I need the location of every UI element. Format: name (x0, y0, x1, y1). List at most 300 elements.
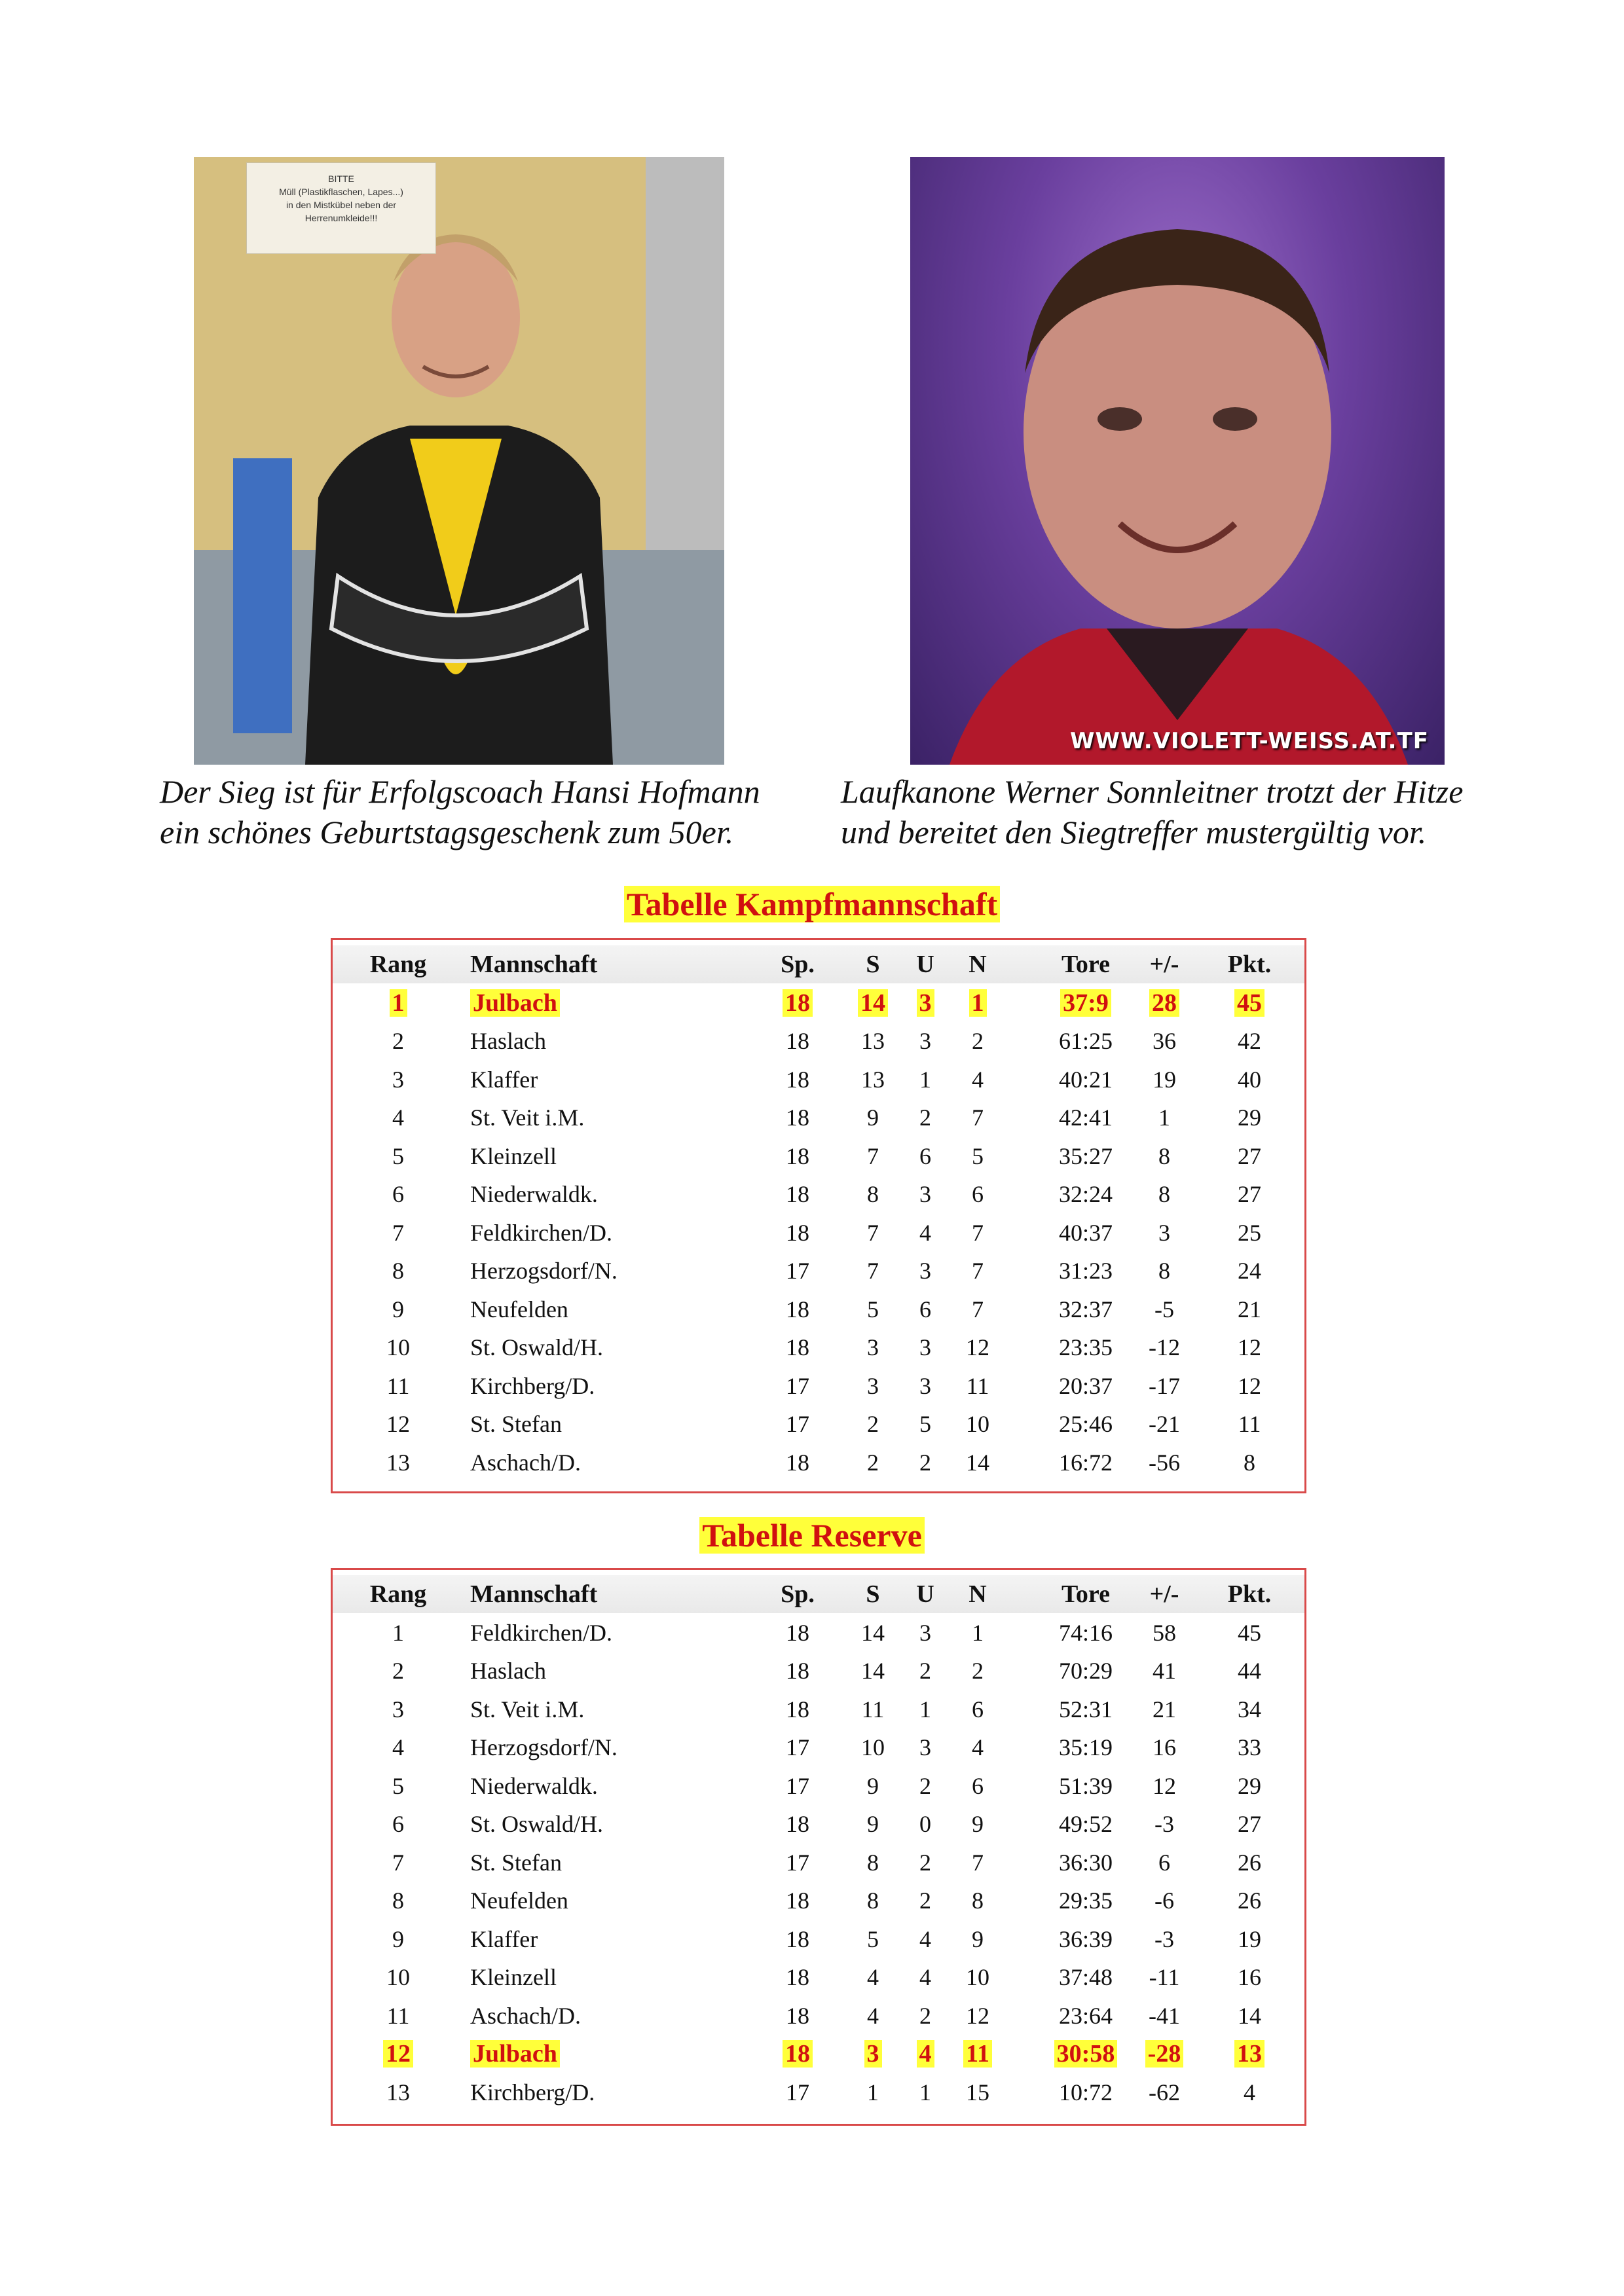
cell-goal-diff (1118, 984, 1210, 1022)
photo-coach (194, 157, 724, 765)
cell-value: -21 (1149, 1411, 1180, 1437)
cell-value: -12 (1149, 1334, 1180, 1360)
cell-value: 5 (867, 1296, 879, 1322)
table-row (333, 1214, 1304, 1252)
notice-line: Müll (Plastikflaschen, Lapes...) (279, 187, 403, 197)
cell-rank (359, 1882, 437, 1920)
cell-value: 42:41 (1058, 1104, 1113, 1131)
cell-games (752, 1444, 843, 1482)
cell-value: 29:35 (1058, 1887, 1113, 1914)
cell-value: Kirchberg/D. (470, 1372, 595, 1399)
cell-value: 27 (1238, 1142, 1261, 1169)
cell-value: 4 (867, 2002, 879, 2029)
table-row (333, 1175, 1304, 1213)
cell-games (752, 984, 843, 1022)
caption-line: Laufkanone Werner Sonnleitner trotzt der Hitze (841, 773, 1464, 810)
cell-value: 4 (972, 1066, 984, 1093)
cell-draws (902, 1022, 948, 1060)
cell-value: -17 (1149, 1372, 1180, 1399)
cell-value: 42 (1238, 1028, 1261, 1054)
cell-value: 1 (919, 2079, 931, 2105)
cell-value: 70:29 (1058, 1658, 1113, 1684)
table-row (333, 1405, 1304, 1443)
cell-games (752, 1920, 843, 1958)
cell-goal-diff (1118, 1882, 1210, 1920)
cell-wins (850, 1252, 896, 1290)
cell-value: 2 (392, 1028, 404, 1054)
cell-goal-diff (1118, 2035, 1210, 2073)
cell-wins (850, 1137, 896, 1175)
header-wins: S (866, 951, 880, 978)
cell-value: 14 (858, 989, 888, 1017)
header-rank: Rang (369, 951, 427, 978)
cell-value: 9 (867, 1104, 879, 1131)
cell-value: 8 (1158, 1258, 1170, 1284)
cell-draws (902, 1844, 948, 1882)
cell-value: Aschach/D. (470, 1449, 581, 1476)
cell-games (752, 1805, 843, 1843)
cell-value: 13 (861, 1066, 885, 1093)
title-reserve (0, 1516, 1624, 1554)
cell-rank (359, 2035, 437, 2073)
cell-points (1204, 1805, 1295, 1843)
cell-value: 3 (917, 989, 934, 1017)
cell-rank (359, 1767, 437, 1805)
cell-rank (359, 1444, 437, 1482)
cell-value: 1 (919, 1696, 931, 1722)
cell-value: 11 (963, 2040, 992, 2068)
cell-losses (951, 1844, 1004, 1882)
cell-value: 18 (786, 1925, 809, 1952)
cell-value: 7 (972, 1104, 984, 1131)
cell-value: -3 (1154, 1811, 1174, 1837)
cell-value: 4 (919, 1219, 931, 1246)
cell-value: 2 (867, 1449, 879, 1476)
cell-draws (902, 1137, 948, 1175)
cell-points (1204, 2073, 1295, 2111)
cell-value: -28 (1145, 2040, 1184, 2068)
cell-games (752, 2035, 843, 2073)
cell-value: 52:31 (1058, 1696, 1113, 1722)
cell-value: 28 (1149, 989, 1179, 1017)
cell-value: 12 (386, 1411, 410, 1437)
cell-value: St. Veit i.M. (470, 1104, 585, 1131)
title-text: Tabelle Reserve (699, 1517, 925, 1554)
cell-value: 14 (1238, 2002, 1261, 2029)
cell-draws (902, 1252, 948, 1290)
table-row (333, 1728, 1304, 1766)
cell-value: Aschach/D. (470, 2002, 581, 2029)
cell-games (752, 1367, 843, 1405)
cell-draws (902, 1061, 948, 1099)
cell-value: 2 (919, 1449, 931, 1476)
cell-value: -41 (1149, 2002, 1180, 2029)
cell-losses (951, 1444, 1004, 1482)
cell-value: 21 (1153, 1696, 1176, 1722)
cell-losses (951, 1367, 1004, 1405)
cell-value: 11 (966, 1372, 989, 1399)
cell-draws (902, 1728, 948, 1766)
cell-draws (902, 1997, 948, 2035)
caption-line: Der Sieg ist für Erfolgscoach Hansi Hofmann (160, 773, 760, 810)
cell-wins (850, 1690, 896, 1728)
cell-draws (902, 1920, 948, 1958)
cell-goal-diff (1118, 1022, 1210, 1060)
cell-value: 7 (867, 1258, 879, 1284)
cell-value: -11 (1149, 1964, 1180, 1990)
cell-points (1204, 1099, 1295, 1137)
cell-draws (902, 1175, 948, 1213)
cell-value: 18 (786, 1619, 809, 1646)
cell-rank (359, 1805, 437, 1843)
table-row (333, 1137, 1304, 1175)
cell-value: 9 (972, 1811, 984, 1837)
header-draws: U (916, 951, 934, 978)
table-row (333, 1252, 1304, 1290)
cell-games (752, 1328, 843, 1366)
table-row (333, 1997, 1304, 2035)
cell-value: 40 (1238, 1066, 1261, 1093)
cell-goal-diff (1118, 1652, 1210, 1690)
cell-value: 18 (783, 989, 813, 1017)
cell-value: 8 (1158, 1142, 1170, 1169)
cell-points (1204, 1728, 1295, 1766)
cell-value: 35:27 (1058, 1142, 1113, 1169)
cell-rank (359, 1290, 437, 1328)
cell-value: 4 (392, 1734, 404, 1760)
cell-points (1204, 1997, 1295, 2035)
cell-value: 10 (861, 1734, 885, 1760)
cell-goal-diff (1118, 1252, 1210, 1290)
cell-games (752, 1290, 843, 1328)
cell-value: 4 (919, 1964, 931, 1990)
cell-games (752, 1958, 843, 1996)
cell-points (1204, 1328, 1295, 1366)
cell-value: 31:23 (1058, 1258, 1113, 1284)
cell-value: 7 (867, 1142, 879, 1169)
cell-value: 36:30 (1058, 1849, 1113, 1876)
cell-games (752, 1728, 843, 1766)
cell-value: 13 (386, 1449, 410, 1476)
cell-value: 2 (392, 1658, 404, 1684)
table-row (333, 1767, 1304, 1805)
cell-goal-diff (1118, 1690, 1210, 1728)
cell-losses (951, 1405, 1004, 1443)
cell-rank (359, 1405, 437, 1443)
cell-value: 10 (966, 1411, 989, 1437)
cell-value: 2 (919, 1849, 931, 1876)
cell-points (1204, 1367, 1295, 1405)
cell-value: Klaffer (470, 1066, 538, 1093)
cell-value: 29 (1238, 1104, 1261, 1131)
cell-value: 12 (383, 2040, 413, 2068)
cell-value: 58 (1153, 1619, 1176, 1646)
cell-points (1204, 1614, 1295, 1652)
cell-value: 1 (919, 1066, 931, 1093)
cell-losses (951, 1099, 1004, 1137)
cell-goal-diff (1118, 1061, 1210, 1099)
cell-value: 13 (861, 1028, 885, 1054)
cell-value: 6 (392, 1811, 404, 1837)
cell-rank (359, 1137, 437, 1175)
cell-value: 1 (390, 989, 407, 1017)
cell-value: 19 (1238, 1925, 1261, 1952)
cell-value: 3 (392, 1696, 404, 1722)
cell-wins (850, 1997, 896, 2035)
cell-value: 18 (786, 1696, 809, 1722)
cell-value: 25:46 (1058, 1411, 1113, 1437)
cell-draws (902, 1767, 948, 1805)
cell-rank (359, 1728, 437, 1766)
cell-value: 18 (786, 1028, 809, 1054)
cell-draws (902, 1214, 948, 1252)
cell-goal-diff (1118, 1805, 1210, 1843)
cell-losses (951, 984, 1004, 1022)
cell-value: Kleinzell (470, 1964, 557, 1990)
cell-value: 27 (1238, 1811, 1261, 1837)
cell-wins (850, 1920, 896, 1958)
cell-value: 32:24 (1058, 1181, 1113, 1207)
cell-value: 14 (861, 1658, 885, 1684)
cell-value: 18 (786, 1811, 809, 1837)
table-header-row (333, 945, 1304, 983)
header-losses: N (969, 1580, 987, 1608)
table-row (333, 1099, 1304, 1137)
table-row (333, 1958, 1304, 1996)
cell-value: 11 (861, 1696, 885, 1722)
cell-wins (850, 1328, 896, 1366)
cell-value: 23:64 (1058, 2002, 1113, 2029)
cell-value: 17 (786, 1258, 809, 1284)
cell-points (1204, 1290, 1295, 1328)
title-text: Tabelle Kampfmannschaft (624, 886, 1000, 922)
cell-value: Julbach (470, 2040, 560, 2068)
cell-value: 3 (392, 1066, 404, 1093)
cell-value: 2 (919, 1658, 931, 1684)
cell-value: 18 (786, 1104, 809, 1131)
cell-wins (850, 1405, 896, 1443)
cell-goal-diff (1118, 1997, 1210, 2035)
player-illustration (910, 157, 1445, 765)
cell-value: 4 (972, 1734, 984, 1760)
cell-value: -3 (1154, 1925, 1174, 1952)
cell-value: 6 (972, 1181, 984, 1207)
cell-games (752, 1099, 843, 1137)
cell-goal-diff (1118, 1728, 1210, 1766)
cell-points (1204, 1022, 1295, 1060)
notice-sign (246, 162, 436, 254)
cell-value: 3 (867, 1372, 879, 1399)
cell-rank (359, 1175, 437, 1213)
cell-rank (359, 1367, 437, 1405)
cell-points (1204, 1252, 1295, 1290)
cell-games (752, 2073, 843, 2111)
cell-value: 18 (786, 1449, 809, 1476)
cell-value: 9 (392, 1925, 404, 1952)
cell-value: 24 (1238, 1258, 1261, 1284)
cell-value: 3 (919, 1181, 931, 1207)
cell-value: 5 (392, 1772, 404, 1799)
cell-value: 5 (972, 1142, 984, 1169)
cell-rank (359, 984, 437, 1022)
cell-points (1204, 1061, 1295, 1099)
cell-games (752, 1652, 843, 1690)
cell-losses (951, 2035, 1004, 2073)
cell-value: 19 (1153, 1066, 1176, 1093)
cell-value: St. Oswald/H. (470, 1811, 604, 1837)
cell-value: 18 (786, 1066, 809, 1093)
cell-goal-diff (1118, 1405, 1210, 1443)
cell-goal-diff (1118, 1958, 1210, 1996)
cell-value: 3 (919, 1334, 931, 1360)
cell-value: 15 (966, 2079, 989, 2105)
cell-points (1204, 1444, 1295, 1482)
cell-games (752, 1214, 843, 1252)
header-goal-diff: +/- (1149, 951, 1179, 978)
cell-value: 2 (919, 1104, 931, 1131)
cell-value: 12 (966, 2002, 989, 2029)
cell-value: 45 (1238, 1619, 1261, 1646)
cell-rank (359, 1920, 437, 1958)
cell-value: 11 (386, 1372, 410, 1399)
header-rank: Rang (369, 1580, 427, 1608)
cell-wins (850, 1652, 896, 1690)
cell-value: 37:48 (1058, 1964, 1113, 1990)
cell-value: 17 (786, 1372, 809, 1399)
cell-value: 11 (386, 2002, 410, 2029)
cell-losses (951, 1214, 1004, 1252)
cell-rank (359, 1328, 437, 1366)
cell-value: 37:9 (1060, 989, 1111, 1017)
cell-value: 32:37 (1058, 1296, 1113, 1322)
cell-value: 12 (1238, 1372, 1261, 1399)
cell-rank (359, 1022, 437, 1060)
table-row (333, 1290, 1304, 1328)
cell-value: 14 (861, 1619, 885, 1646)
cell-value: 3 (864, 2040, 882, 2068)
cell-losses (951, 1920, 1004, 1958)
cell-points (1204, 1175, 1295, 1213)
cell-wins (850, 1614, 896, 1652)
cell-games (752, 1252, 843, 1290)
cell-value: -62 (1149, 2079, 1180, 2105)
notice-line: Herrenumkleide!!! (304, 213, 378, 223)
cell-losses (951, 1690, 1004, 1728)
cell-value: 51:39 (1058, 1772, 1113, 1799)
table-row (333, 1882, 1304, 1920)
cell-games (752, 1405, 843, 1443)
cell-value: 8 (1244, 1449, 1255, 1476)
table-row (333, 1061, 1304, 1099)
cell-losses (951, 1252, 1004, 1290)
cell-value: 4 (867, 1964, 879, 1990)
cell-wins (850, 1022, 896, 1060)
header-points: Pkt. (1227, 1580, 1272, 1608)
cell-value: 18 (783, 2040, 813, 2068)
cell-value: 7 (867, 1219, 879, 1246)
cell-value: 18 (786, 1142, 809, 1169)
cell-draws (902, 1405, 948, 1443)
cell-losses (951, 1328, 1004, 1366)
cell-value: 12 (1153, 1772, 1176, 1799)
cell-value: Niederwaldk. (470, 1181, 598, 1207)
cell-draws (902, 1099, 948, 1137)
table-reserve (331, 1568, 1306, 2126)
title-kampfmannschaft (0, 885, 1624, 923)
cell-value: 26 (1238, 1849, 1261, 1876)
table-row (333, 1652, 1304, 1690)
cell-value: 6 (919, 1296, 931, 1322)
cell-draws (902, 1690, 948, 1728)
table-kampfmannschaft (331, 938, 1306, 1493)
cell-losses (951, 2073, 1004, 2111)
cell-value: 40:37 (1058, 1219, 1113, 1246)
cell-value: -6 (1154, 1887, 1174, 1914)
cell-value: Kleinzell (470, 1142, 557, 1169)
cell-wins (850, 1767, 896, 1805)
cell-draws (902, 1958, 948, 1996)
header-goals: Tore (1061, 1580, 1110, 1608)
cell-wins (850, 1061, 896, 1099)
cell-goal-diff (1118, 1099, 1210, 1137)
cell-rank (359, 2073, 437, 2111)
cell-value: 10 (966, 1964, 989, 1990)
cell-rank (359, 1652, 437, 1690)
cell-draws (902, 2035, 948, 2073)
cell-value: 3 (919, 1028, 931, 1054)
cell-draws (902, 1328, 948, 1366)
cell-value: 5 (867, 1925, 879, 1952)
cell-points (1204, 1920, 1295, 1958)
table-row (333, 1444, 1304, 1482)
cell-points (1204, 1767, 1295, 1805)
cell-goal-diff (1118, 1767, 1210, 1805)
cell-value: 5 (919, 1411, 931, 1437)
cell-losses (951, 1290, 1004, 1328)
cell-games (752, 1882, 843, 1920)
cell-value: 41 (1153, 1658, 1176, 1684)
cell-value: 3 (919, 1258, 931, 1284)
photo-player (910, 157, 1445, 765)
cell-value: 7 (972, 1296, 984, 1322)
cell-rank (359, 1997, 437, 2035)
cell-value: 11 (1238, 1411, 1261, 1437)
table-row (333, 1690, 1304, 1728)
cell-goal-diff (1118, 1614, 1210, 1652)
table-row (333, 2073, 1304, 2111)
cell-value: 18 (786, 1334, 809, 1360)
cell-value: 1 (972, 1619, 984, 1646)
cell-value: St. Oswald/H. (470, 1334, 604, 1360)
cell-value: St. Veit i.M. (470, 1696, 585, 1722)
cell-value: 18 (786, 1887, 809, 1914)
cell-points (1204, 1958, 1295, 1996)
cell-value: 2 (972, 1658, 984, 1684)
cell-value: St. Stefan (470, 1849, 562, 1876)
cell-goal-diff (1118, 1214, 1210, 1252)
cell-value: 33 (1238, 1734, 1261, 1760)
cell-rank (359, 1844, 437, 1882)
cell-value: 13 (386, 2079, 410, 2105)
cell-value: 4 (917, 2040, 934, 2068)
cell-value: 18 (786, 1658, 809, 1684)
table-row (333, 1614, 1304, 1652)
cell-value: Neufelden (470, 1887, 568, 1914)
cell-value: 18 (786, 2002, 809, 2029)
cell-value: Haslach (470, 1658, 546, 1684)
cell-value: 9 (867, 1772, 879, 1799)
cell-goal-diff (1118, 1175, 1210, 1213)
